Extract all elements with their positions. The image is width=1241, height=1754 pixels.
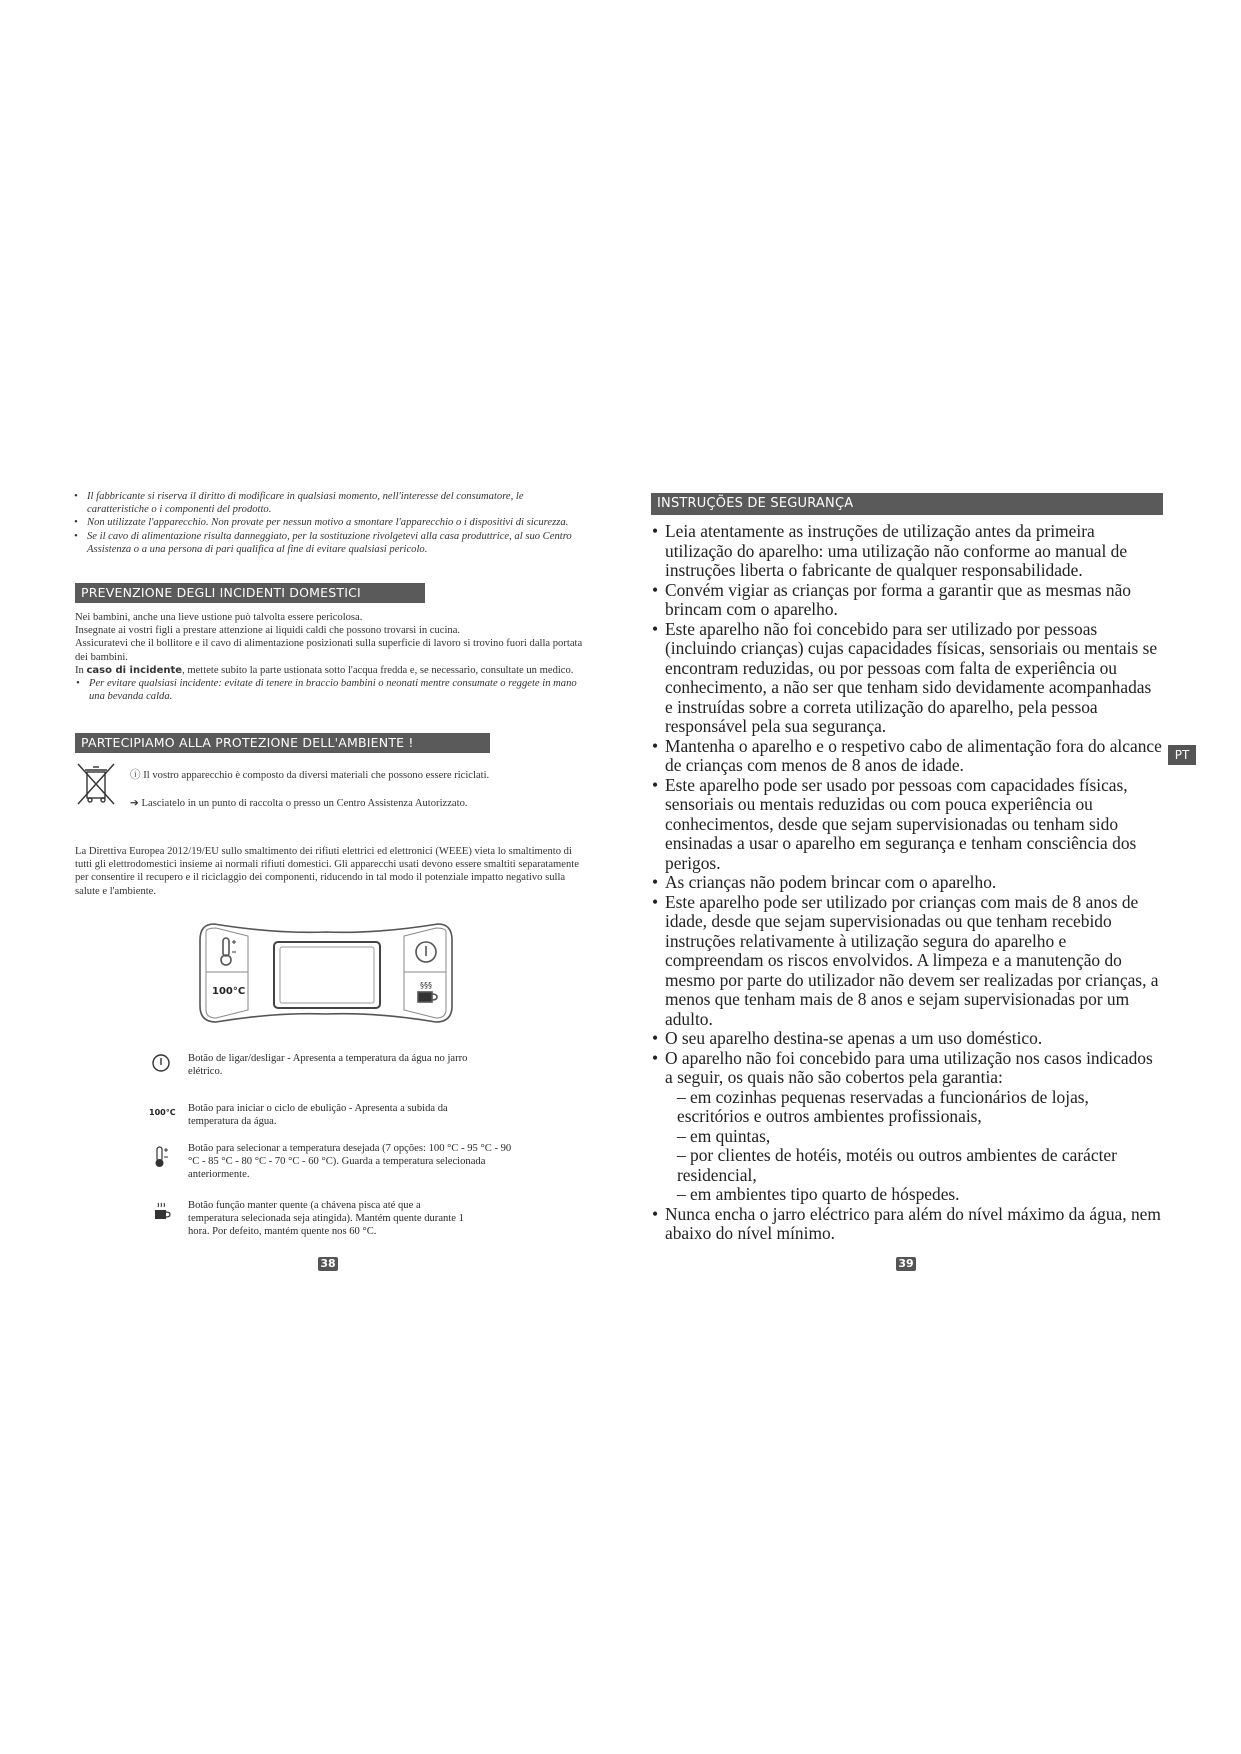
thermometer-icon [153,1145,169,1169]
keep-warm-cup-icon [153,1201,171,1223]
list-item: • Este aparelho pode ser utilizado por crianças com mais de 8 anos de idade, desde que sejam supervisionadas ou que tenham recebido instruções relativamente à utilização segura do aparelho e compreendam os riscos envolvidos. A limpeza e a manutenção do mesmo por parte do utilizador não devem ser realizadas por crianças, a menos que tenham mais de 8 anos e sejam supervisionadas por um adulto. [650,893,1162,1030]
boil-label: 100°C [212,986,246,997]
safety-bullets [650,522,1162,1244]
control-panel-illustration [196,914,456,1034]
steam-icon: §§§ [420,981,432,990]
legend-temperature: Botão para selecionar a temperatura desejada (7 opções: 100 °C - 95 °C - 90 °C - 85 °C - 80 °C - 70 °C - 60 °C). Guarda a temperatura selecionada anteriormente. [188,1143,512,1181]
legend-power: Botão de ligar/desligar - Apresenta a temperatura da água no jarro elétrico. [188,1053,468,1078]
weee-bin-icon [76,762,116,806]
sub-item: – em quintas, [677,1125,771,1146]
list-item: • O aparelho não foi concebido para uma utilização nos casos indicados a seguir, os quais não são cobertos pela garantia: – em cozinhas pequenas reservadas a funcionários de lojas, escritórios e outros ambientes profissionais, – em quintas, – por clientes de hotéis, motéis ou outros ambientes de carácter residencial, – em ambientes tipo quarto de hóspedes. [650,1049,1162,1205]
section-header-prevenzione: PREVENZIONE DEGLI INCIDENTI DOMESTICI [75,583,425,603]
legend-keep-warm: Botão função manter quente (a chávena pisca até que a temperatura selecionada seja atingida). Mantém quente durante 1 hora. Por defeito, mantém quente nos 60 °C. [188,1200,464,1238]
list-item: • Mantenha o aparelho e o respetivo cabo de alimentação fora do alcance de crianças com menos de 8 anos de idade. [650,737,1162,776]
list-item: • Convém vigiar as crianças por forma a garantir que as mesmas não brincam com o aparelho. [650,581,1162,620]
sub-item: – por clientes de hotéis, motéis ou outros ambientes de carácter residencial, [677,1145,1117,1185]
paragraph: Nei bambini, anche una lieve ustione può talvolta essere pericolosa. [75,612,363,623]
paragraph: Insegnate ai vostri figli a prestare attenzione ai liquidi caldi che possono trovarsi in cucina. [75,625,461,637]
paragraph: In caso di incidente, mettete subito la parte ustionata sotto l'acqua fredda e, se necessario, consultate un medico. [75,664,574,676]
sub-item: – em ambientes tipo quarto de hóspedes. [677,1184,960,1204]
list-item: • Este aparelho pode ser usado por pessoas com capacidades físicas, sensoriais ou mentais reduzidas ou com pouca experiência ou conhecimentos, desde que sejam supervisionadas ou tenham sido ensinadas a usar o aparelho em segurança e tenham consciência dos perigos. [650,776,1162,874]
list-item: • Per evitare qualsiasi incidente: evitate di tenere in braccio bambini o neonati mentre consumate o reggete in mano una bevanda calda. [75,677,585,703]
list-item: • As crianças não podem brincar com o aparelho. [650,873,1162,893]
list-item: • O seu aparelho destina-se apenas a um uso doméstico. [650,1029,1162,1049]
bold-phrase: caso di incidente [86,664,183,676]
page-number-right: 39 [896,1257,916,1271]
info-icon: ⓘ [130,770,141,781]
sub-item: – em cozinhas pequenas reservadas a funcionários de lojas, escritórios e outros ambientes profissionais, [677,1086,1089,1126]
prevenzione-bullet [75,677,585,703]
recycle-line: ⓘ Il vostro apparecchio è composto da diversi materiali che possono essere riciclati. [130,770,490,781]
list-item: • Il fabbricante si riserva il diritto di modificare in qualsiasi momento, nell'interesse del consumatore, le caratteristiche o i componenti del prodotto. [73,490,573,516]
arrow-icon: ➔ [130,798,139,809]
language-tab: PT [1168,745,1196,765]
section-header-seguranca: INSTRUÇÕES DE SEGURANÇA [651,493,1163,515]
section-header-ambiente: PARTECIPIAMO ALLA PROTEZIONE DELL'AMBIENTE ! [75,733,490,753]
list-item: • Se il cavo di alimentazione risulta danneggiato, per la sostituzione rivolgetevi alla casa produttrice, al suo Centro Assistenza o a una persona di pari qualifica al fine di evitare qualsiasi pericolo. [73,530,573,556]
legend-boil: Botão para iniciar o ciclo de ebulição - Apresenta a subida da temperatura da água. [188,1103,448,1128]
boil-icon: 100°C [149,1108,176,1117]
paragraph: Assicuratevi che il bollitore e il cavo di alimentazione posizionati sulla superficie di lavoro si trovino fuori dalla portata dei bambini. [75,638,583,663]
weee-paragraph: La Direttiva Europea 2012/19/EU sullo smaltimento dei rifiuti elettrici ed elettronici (WEEE) vieta lo smaltimento di tutti gli elettrodomestici insieme ai normali rifiuti domestici. Gli apparecchi usati devono essere smaltiti separatamente per consentire il recupero e il riciclaggio dei componenti, riducendo in tal modo il potenziale impatto negativo sulla salute e l'ambiente. [75,846,579,897]
list-item: • Nunca encha o jarro eléctrico para além do nível máximo da água, nem abaixo do nível mínimo. [650,1205,1162,1244]
list-item: • Non utilizzate l'apparecchio. Non provate per nessun motivo a smontare l'apparecchio o i dispositivi di sicurezza. [73,516,573,529]
power-icon [151,1053,171,1073]
page-number-left: 38 [318,1257,338,1271]
list-item: • Este aparelho não foi concebido para ser utilizado por pessoas (incluindo crianças) cujas capacidades físicas, sensoriais ou mentais se encontram reduzidas, ou por pessoas com falta de experiência ou conhecimento, a não ser que tenham sido devidamente acompanhadas e instruídas sobre a correta utilização do aparelho, pela pessoa responsável pela sua segurança. [650,620,1162,737]
collection-line: ➔ Lasciatelo in un punto di raccolta o presso un Centro Assistenza Autorizzato. [130,798,468,809]
prevenzione-body [75,611,585,703]
list-item: • Leia atentamente as instruções de utilização antes da primeira utilização do aparelho: uma utilização não conforme ao manual de instruções liberta o fabricante de qualquer responsabilidade. [650,522,1162,581]
intro-bullets [73,490,573,556]
